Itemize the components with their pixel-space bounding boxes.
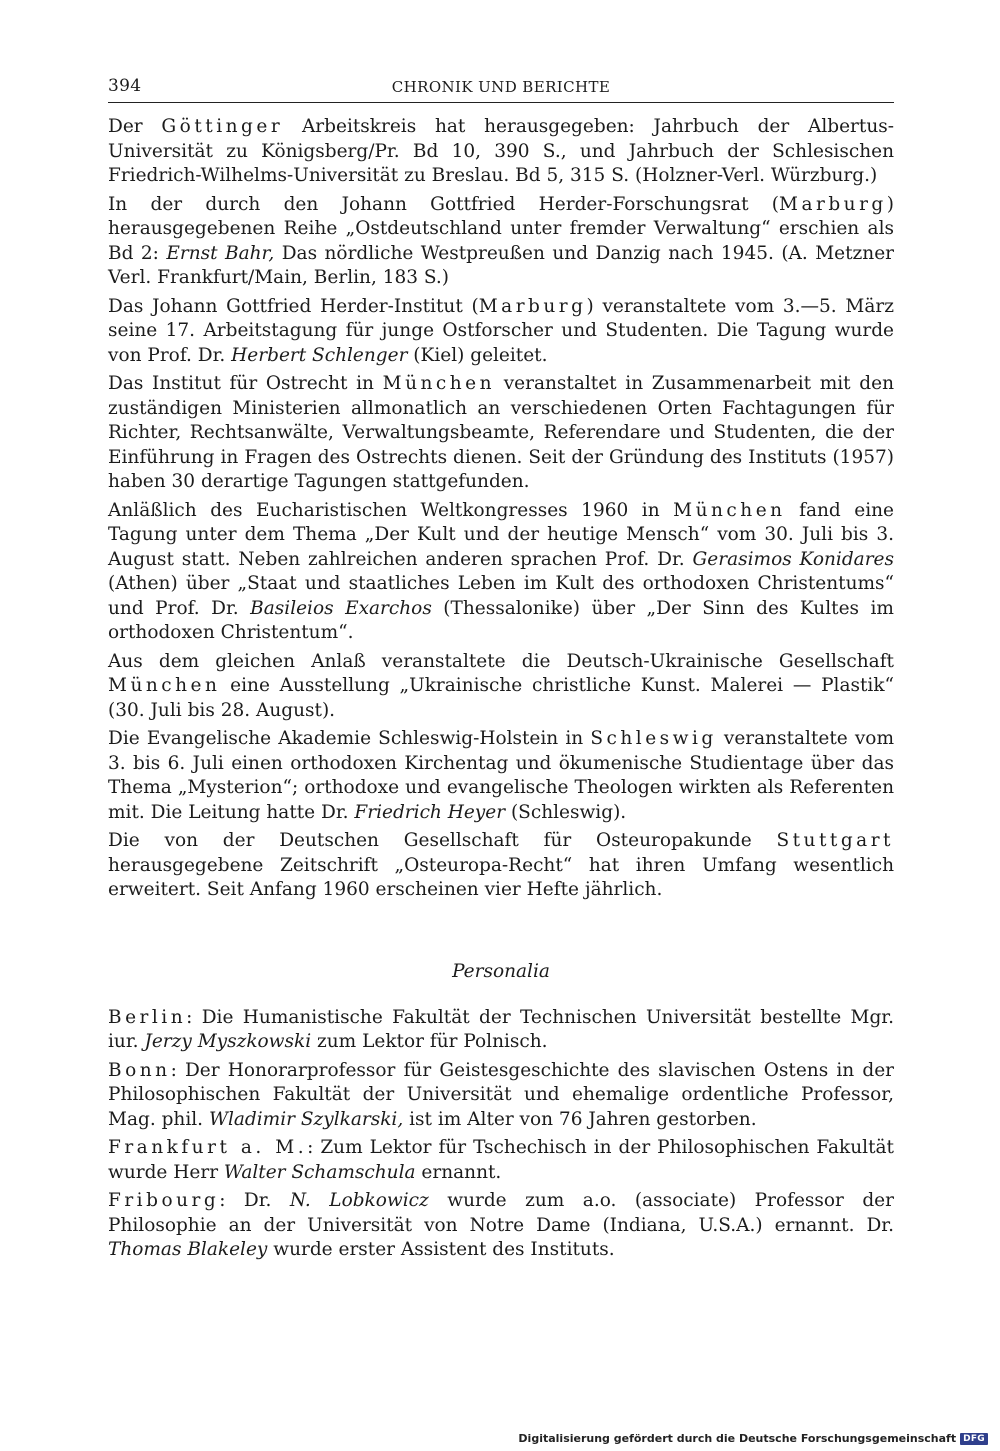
paragraph xyxy=(108,115,894,189)
paragraph xyxy=(108,727,894,825)
place-name: Göttinger xyxy=(161,116,284,137)
person-name: Gerasimos Konidares xyxy=(692,548,894,570)
article-body xyxy=(108,115,894,1263)
person-name: Basileios Exarchos xyxy=(250,597,432,619)
place-name: Bonn xyxy=(108,1059,171,1081)
paragraph xyxy=(108,295,894,369)
person-name: Walter Schamschula xyxy=(223,1161,416,1183)
text-run: : Der Honorarprofessor für Geistesgeschichte des slavischen Ostens in der Philosophischen Fakultät der Universität und ehemalige ordentliche Professor, Mag. phil. xyxy=(108,1059,894,1130)
paragraph xyxy=(108,372,894,495)
text-run: (Athen) über „Staat und staatliches Leben im Kult des orthodoxen Christentums“ und Prof. Dr. xyxy=(108,573,894,619)
place-name: Frankfurt a. M. xyxy=(108,1137,308,1158)
page xyxy=(108,74,894,1267)
person-name: Wladimir Szylkarski, xyxy=(208,1108,404,1130)
text-run: herausgegebene Zeitschrift „Osteuropa-Recht“ hat ihren Umfang wesentlich erweitert. Seit Anfang 1960 erscheinen vier Hefte jährlich. xyxy=(108,854,894,900)
text-run: : Zum Lektor für Tschechisch in der Philosophischen Fakultät wurde Herr xyxy=(108,1137,894,1183)
running-head: CHRONIK UND BERICHTE xyxy=(391,78,611,96)
person-name: N. Lobkowicz xyxy=(289,1190,429,1211)
person-name: Thomas Blakeley xyxy=(108,1239,268,1260)
paragraph xyxy=(108,193,894,291)
text-run: ist im Alter von 76 Jahren gestorben. xyxy=(403,1108,757,1130)
personalia-entry xyxy=(108,1006,894,1055)
place-name: München xyxy=(382,373,496,394)
personalia-entry xyxy=(108,1189,894,1263)
place-name: Marburg xyxy=(478,295,587,317)
page-number: 394 xyxy=(108,76,142,96)
text-run: eine Ausstellung „Ukrainische christliche Kunst. Malerei — Plastik“ (30. Juli bis 28. August). xyxy=(108,675,894,721)
text-run: wurde erster Assistent des Instituts. xyxy=(267,1239,615,1260)
text-run: Arbeitskreis hat herausgegeben: Jahrbuch der Albertus-Universität zu Königsberg/Pr. Bd 10, 390 S., und Jahrbuch der Schlesischen Friedrich-Wilhelms-Universität zu Breslau. Bd 5, 315 S. (Holzner-Verl. Würzburg.) xyxy=(108,116,894,186)
paragraph xyxy=(108,650,894,724)
text-run: zum Lektor für Polnisch. xyxy=(311,1031,548,1052)
paragraph xyxy=(108,829,894,903)
personalia-entry xyxy=(108,1136,894,1185)
person-name: Friedrich Heyer xyxy=(354,801,506,823)
text-run: : Die Humanistische Fakultät der Technischen Universität bestellte Mgr. iur. xyxy=(108,1006,894,1052)
text-run: In der durch den Johann Gottfried Herder-Forschungsrat ( xyxy=(108,193,780,215)
text-run: Die von der Deutschen Gesellschaft für Osteuropakunde xyxy=(108,830,777,851)
text-run: Das Johann Gottfried Herder-Institut ( xyxy=(108,295,479,317)
place-name: Marburg xyxy=(779,193,887,215)
place-name: Fribourg xyxy=(108,1190,220,1211)
text-run: (Thessalonike) über „Der Sinn des Kultes im orthodoxen Christentum“. xyxy=(108,597,894,643)
text-run: Das nördliche Westpreußen und Danzig nach 1945. (A. Metzner Verl. Frankfurt/Main, Berlin, 183 S.) xyxy=(108,242,895,288)
place-name: München xyxy=(673,499,786,521)
credit-text: Digitalisierung gefördert durch die Deutsche Forschungsgemeinschaft xyxy=(518,1432,957,1445)
text-run: Anläßlich des Eucharistischen Weltkongresses 1960 in xyxy=(108,499,674,521)
text-run: Die Evangelische Akademie Schleswig-Holstein in xyxy=(108,728,591,749)
place-name: Schleswig xyxy=(590,728,717,749)
place-name: München xyxy=(108,675,221,696)
person-name: Ernst Bahr, xyxy=(166,242,275,264)
text-run: : Dr. xyxy=(219,1190,290,1211)
text-run: (Schleswig). xyxy=(505,801,627,823)
text-run: Das Institut für Ostrecht in xyxy=(108,373,383,394)
person-name: Jerzy Myszkowski xyxy=(144,1031,312,1052)
place-name: Stuttgart xyxy=(776,830,894,851)
text-run: ) veranstaltete vom 3.—5. März seine 17. Arbeitstagung für junge Ostforscher und Studenten. Die Tagung wurde von Prof. Dr. xyxy=(108,295,894,366)
text-run: Der xyxy=(108,116,162,137)
text-run: (Kiel) geleitet. xyxy=(407,344,548,366)
person-name: Herbert Schlenger xyxy=(231,344,408,366)
text-run: wurde zum a.o. (associate) Professor der Philosophie an der Universität von Notre Dame (Indiana, U.S.A.) ernannt. Dr. xyxy=(108,1190,894,1236)
text-run: Aus dem gleichen Anlaß veranstaltete die Deutsch-Ukrainische Gesellschaft xyxy=(108,650,894,672)
paragraph xyxy=(108,499,894,646)
section-title: Personalia xyxy=(452,960,550,982)
digitization-credit xyxy=(518,1432,988,1445)
text-run: ) herausgegebenen Reihe „Ostdeutschland unter fremder Verwaltung“ erschien als Bd 2: xyxy=(108,193,894,264)
dfg-logo-icon: DFG xyxy=(960,1433,988,1445)
text-run: veranstaltet in Zusammenarbeit mit den zuständigen Ministerien allmonatlich an verschiedenen Orten Fachtagungen für Richter, Rechtsanwälte, Verwaltungsbeamte, Referendare und Studenten, die der Einführung in Fragen des Ostrechts dienen. Seit der Gründung des Instituts (1957) haben 30 derartige Tagungen stattgefunden. xyxy=(108,373,894,492)
text-run: veranstaltete vom 3. bis 6. Juli einen orthodoxen Kirchentag und ökumenische Studientage über das Thema „Mysterion“; orthodoxe und evangelische Theologen wirkten als Referenten mit. Die Leitung hatte Dr. xyxy=(108,728,894,823)
personalia-entry xyxy=(108,1059,894,1133)
page-header xyxy=(108,74,894,103)
text-run: fand eine Tagung unter dem Thema „Der Kult und der heutige Mensch“ vom 30. Juli bis 3. August statt. Neben zahlreichen anderen sprachen Prof. Dr. xyxy=(108,499,894,570)
text-run: ernannt. xyxy=(415,1161,502,1183)
place-name: Berlin xyxy=(108,1006,187,1028)
